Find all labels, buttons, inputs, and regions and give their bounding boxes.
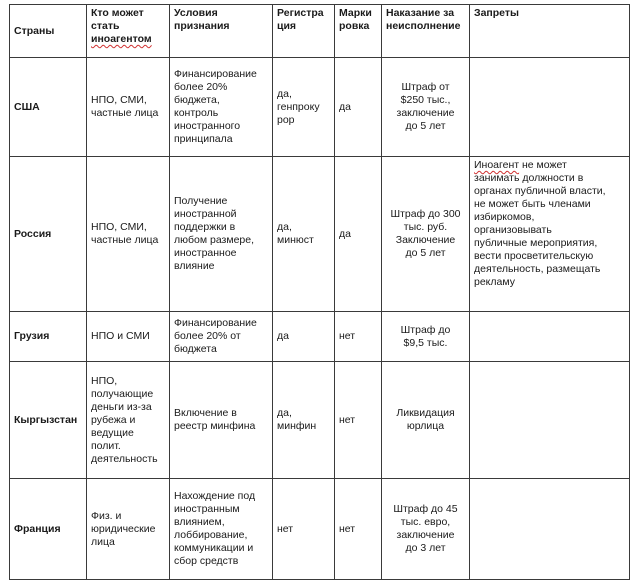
cell-who: НПО, получающие деньги из-за рубежа и ведущие полит. деятельность xyxy=(87,362,170,479)
cell-who: НПО, СМИ, частные лица xyxy=(87,157,170,312)
table-row xyxy=(10,58,630,157)
cell-marking: нет xyxy=(335,479,382,580)
table-row xyxy=(10,312,630,362)
cell-bans xyxy=(470,312,630,362)
header-conditions: Условия признания xyxy=(170,5,273,58)
cell-marking: да xyxy=(335,58,382,157)
header-bans: Запреты xyxy=(470,5,630,58)
cell-country: Грузия xyxy=(10,312,87,362)
cell-bans xyxy=(470,479,630,580)
cell-country: Франция xyxy=(10,479,87,580)
cell-registration: да xyxy=(273,312,335,362)
cell-conditions: Финансирование более 20% бюджета, контроль иностранного принципала xyxy=(170,58,273,157)
cell-conditions: Финансирование более 20% от бюджета xyxy=(170,312,273,362)
cell-who: Физ. и юридические лица xyxy=(87,479,170,580)
cell-registration: да, генпроку рор xyxy=(273,58,335,157)
cell-penalty: Штраф до 45 тыс. евро, заключение до 3 лет xyxy=(382,479,470,580)
table-row xyxy=(10,157,630,312)
cell-country: США xyxy=(10,58,87,157)
cell-penalty: Штраф от $250 тыс., заключение до 5 лет xyxy=(382,58,470,157)
cell-penalty: Штраф до $9,5 тыс. xyxy=(382,312,470,362)
cell-penalty: Штраф до 300 тыс. руб. Заключение до 5 лет xyxy=(382,157,470,312)
cell-who: НПО, СМИ, частные лица xyxy=(87,58,170,157)
cell-conditions: Включение в реестр минфина xyxy=(170,362,273,479)
cell-bans xyxy=(470,362,630,479)
header-penalty: Наказание за неисполнение xyxy=(382,5,470,58)
header-countries: Страны xyxy=(10,5,87,58)
foreign-agent-comparison-table xyxy=(9,4,630,580)
cell-registration: да, минфин xyxy=(273,362,335,479)
cell-registration: нет xyxy=(273,479,335,580)
table-row xyxy=(10,362,630,479)
table-row xyxy=(10,479,630,580)
cell-penalty: Ликвидация юрлица xyxy=(382,362,470,479)
header-who-squiggle-word: иноагентом xyxy=(91,33,152,45)
cell-conditions: Нахождение под иностранным влиянием, лоббирование, коммуникации и сбор средств xyxy=(170,479,273,580)
header-row xyxy=(10,5,630,58)
cell-marking: нет xyxy=(335,312,382,362)
header-marking: Марки ровка xyxy=(335,5,382,58)
cell-bans: Иноагент не может занимать должности в органах публичной власти, не может быть членами избиркомов, организовывать публичные мероприятия, вести просветительскую деятельность, размещать рекламу xyxy=(470,157,630,312)
cell-bans xyxy=(470,58,630,157)
cell-country: Россия xyxy=(10,157,87,312)
cell-marking: нет xyxy=(335,362,382,479)
cell-who: НПО и СМИ xyxy=(87,312,170,362)
bans-squiggle-word: Иноагент xyxy=(474,159,520,171)
cell-country: Кыргызстан xyxy=(10,362,87,479)
cell-registration: да, минюст xyxy=(273,157,335,312)
header-registration: Регистра ция xyxy=(273,5,335,58)
header-who: Кто может стать иноагентом xyxy=(87,5,170,58)
cell-marking: да xyxy=(335,157,382,312)
cell-conditions: Получение иностранной поддержки в любом размере, иностранное влияние xyxy=(170,157,273,312)
